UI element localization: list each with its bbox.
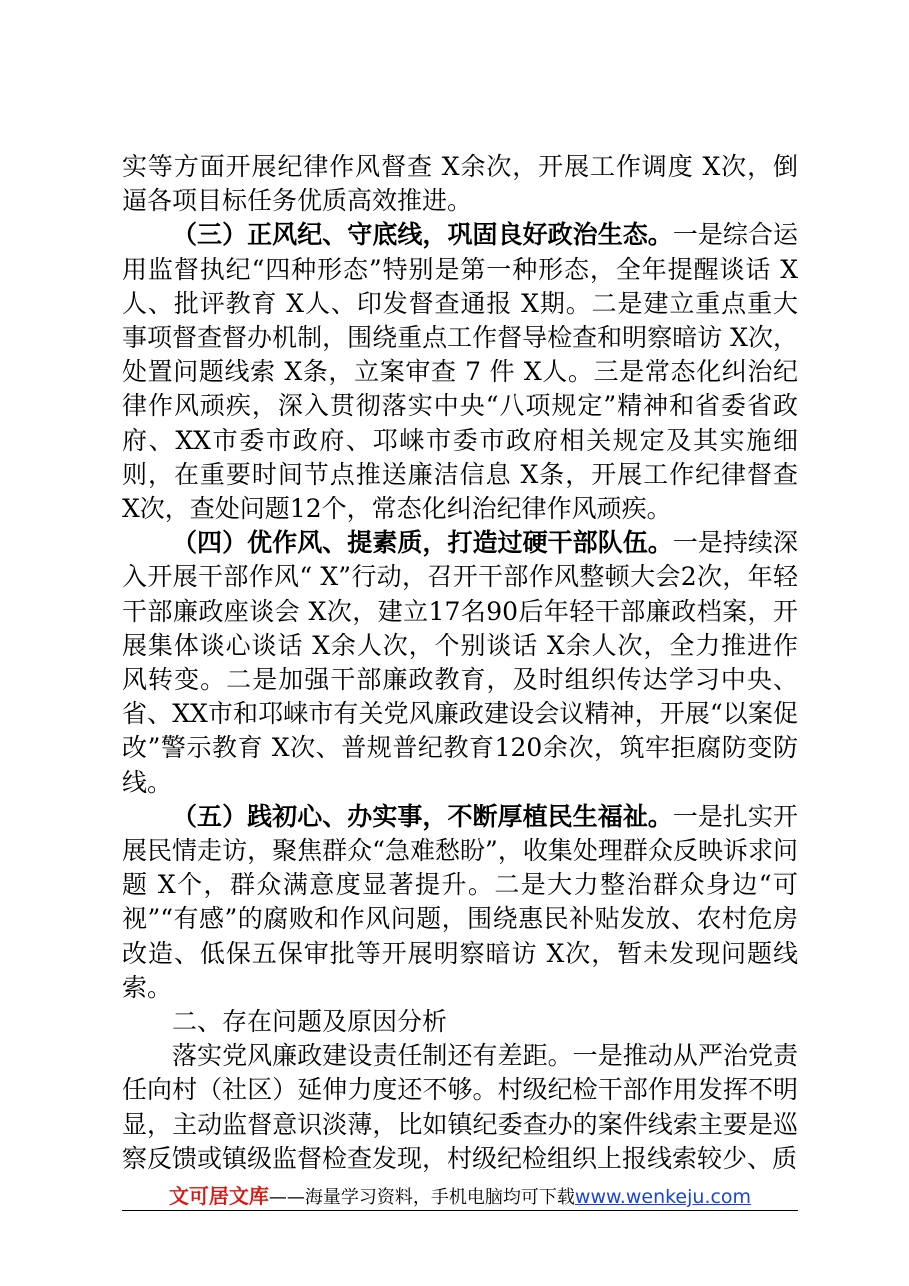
paragraph-section-5 [122, 800, 798, 1005]
footer-brand: 文可居文库 [168, 1184, 269, 1208]
section-3-text: 一是综合运用监督执纪“四种形态”特别是第一种形态，全年提醒谈话 X人、批评教育 X人、印发督查通报 X期。二是建立重点重大事项督查督办机制，围绕重点工作督导检查和明察暗访 X次，处置问题线索 X条，立案审查 7 件 X人。三是常态化纠治纪律作风顽疾，深入贯彻落实中央“八项规定”精神和省委省政府、XX市委市政府、邛崃市委市政府相关规定及其实施细则，在重要时间节点推送廉洁信息 X条，开展工作纪律督查 X次，查处问题12个，常态化纠治纪律作风顽疾。 [122, 220, 798, 524]
section-5-text: 一是扎实开展民情走访，聚焦群众“急难愁盼”，收集处理群众反映诉求问题 X个，群众满意度显著提升。二是大力整治群众身边“可视”“有感”的腐败和作风问题，围绕惠民补贴发放、农村危房改造、低保五保审批等开展明察暗访 X次，暂未发现问题线索。 [122, 801, 798, 1002]
section-3-heading: （三）正风纪、守底线，巩固良好政治生态。 [172, 220, 673, 250]
section-4-heading: （四）优作风、提素质，打造过硬干部队伍。 [172, 528, 673, 558]
footer-link[interactable]: www.wenkeju.com [574, 1186, 752, 1208]
footer-divider [122, 1210, 798, 1211]
section-5-heading: （五）践初心、办实事，不断厚植民生福祉。 [172, 801, 673, 831]
section-heading-problems: 二、存在问题及原因分析 [172, 1007, 448, 1037]
paragraph-section-3 [122, 218, 798, 526]
paragraph-section-4 [122, 526, 798, 800]
footer-banner [122, 1180, 798, 1212]
paragraph-continuation: 实等方面开展纪律作风督查 X余次，开展工作调度 X次，倒逼各项目标任务优质高效推进。 [122, 152, 798, 216]
paragraph-problems: 落实党风廉政建设责任制还有差距。一是推动从严治党责任向村（社区）延伸力度还不够。村级纪检干部作用发挥不明显，主动监督意识淡薄，比如镇纪委查办的案件线索主要是巡察反馈或镇级监督检查发现，村级纪检组织上报线索较少、质 [122, 1041, 798, 1173]
footer-slogan: ——海量学习资料，手机电脑均可下载 [268, 1187, 575, 1208]
section-4-text: 一是持续深入开展干部作风“ X”行动，召开干部作风整顿大会2次，年轻干部廉政座谈会 X次，建立17名90后年轻干部廉政档案，开展集体谈心谈话 X余人次，个别谈话 X余人次，全力推进作风转变。二是加强干部廉政教育，及时组织传达学习中央、省、XX市和邛崃市有关党风廉政建设会议精神，开展“以案促改”警示教育 X次、普规普纪教育120余次，筑牢拒腐防变防线。 [122, 528, 798, 797]
document-body [122, 150, 798, 1176]
